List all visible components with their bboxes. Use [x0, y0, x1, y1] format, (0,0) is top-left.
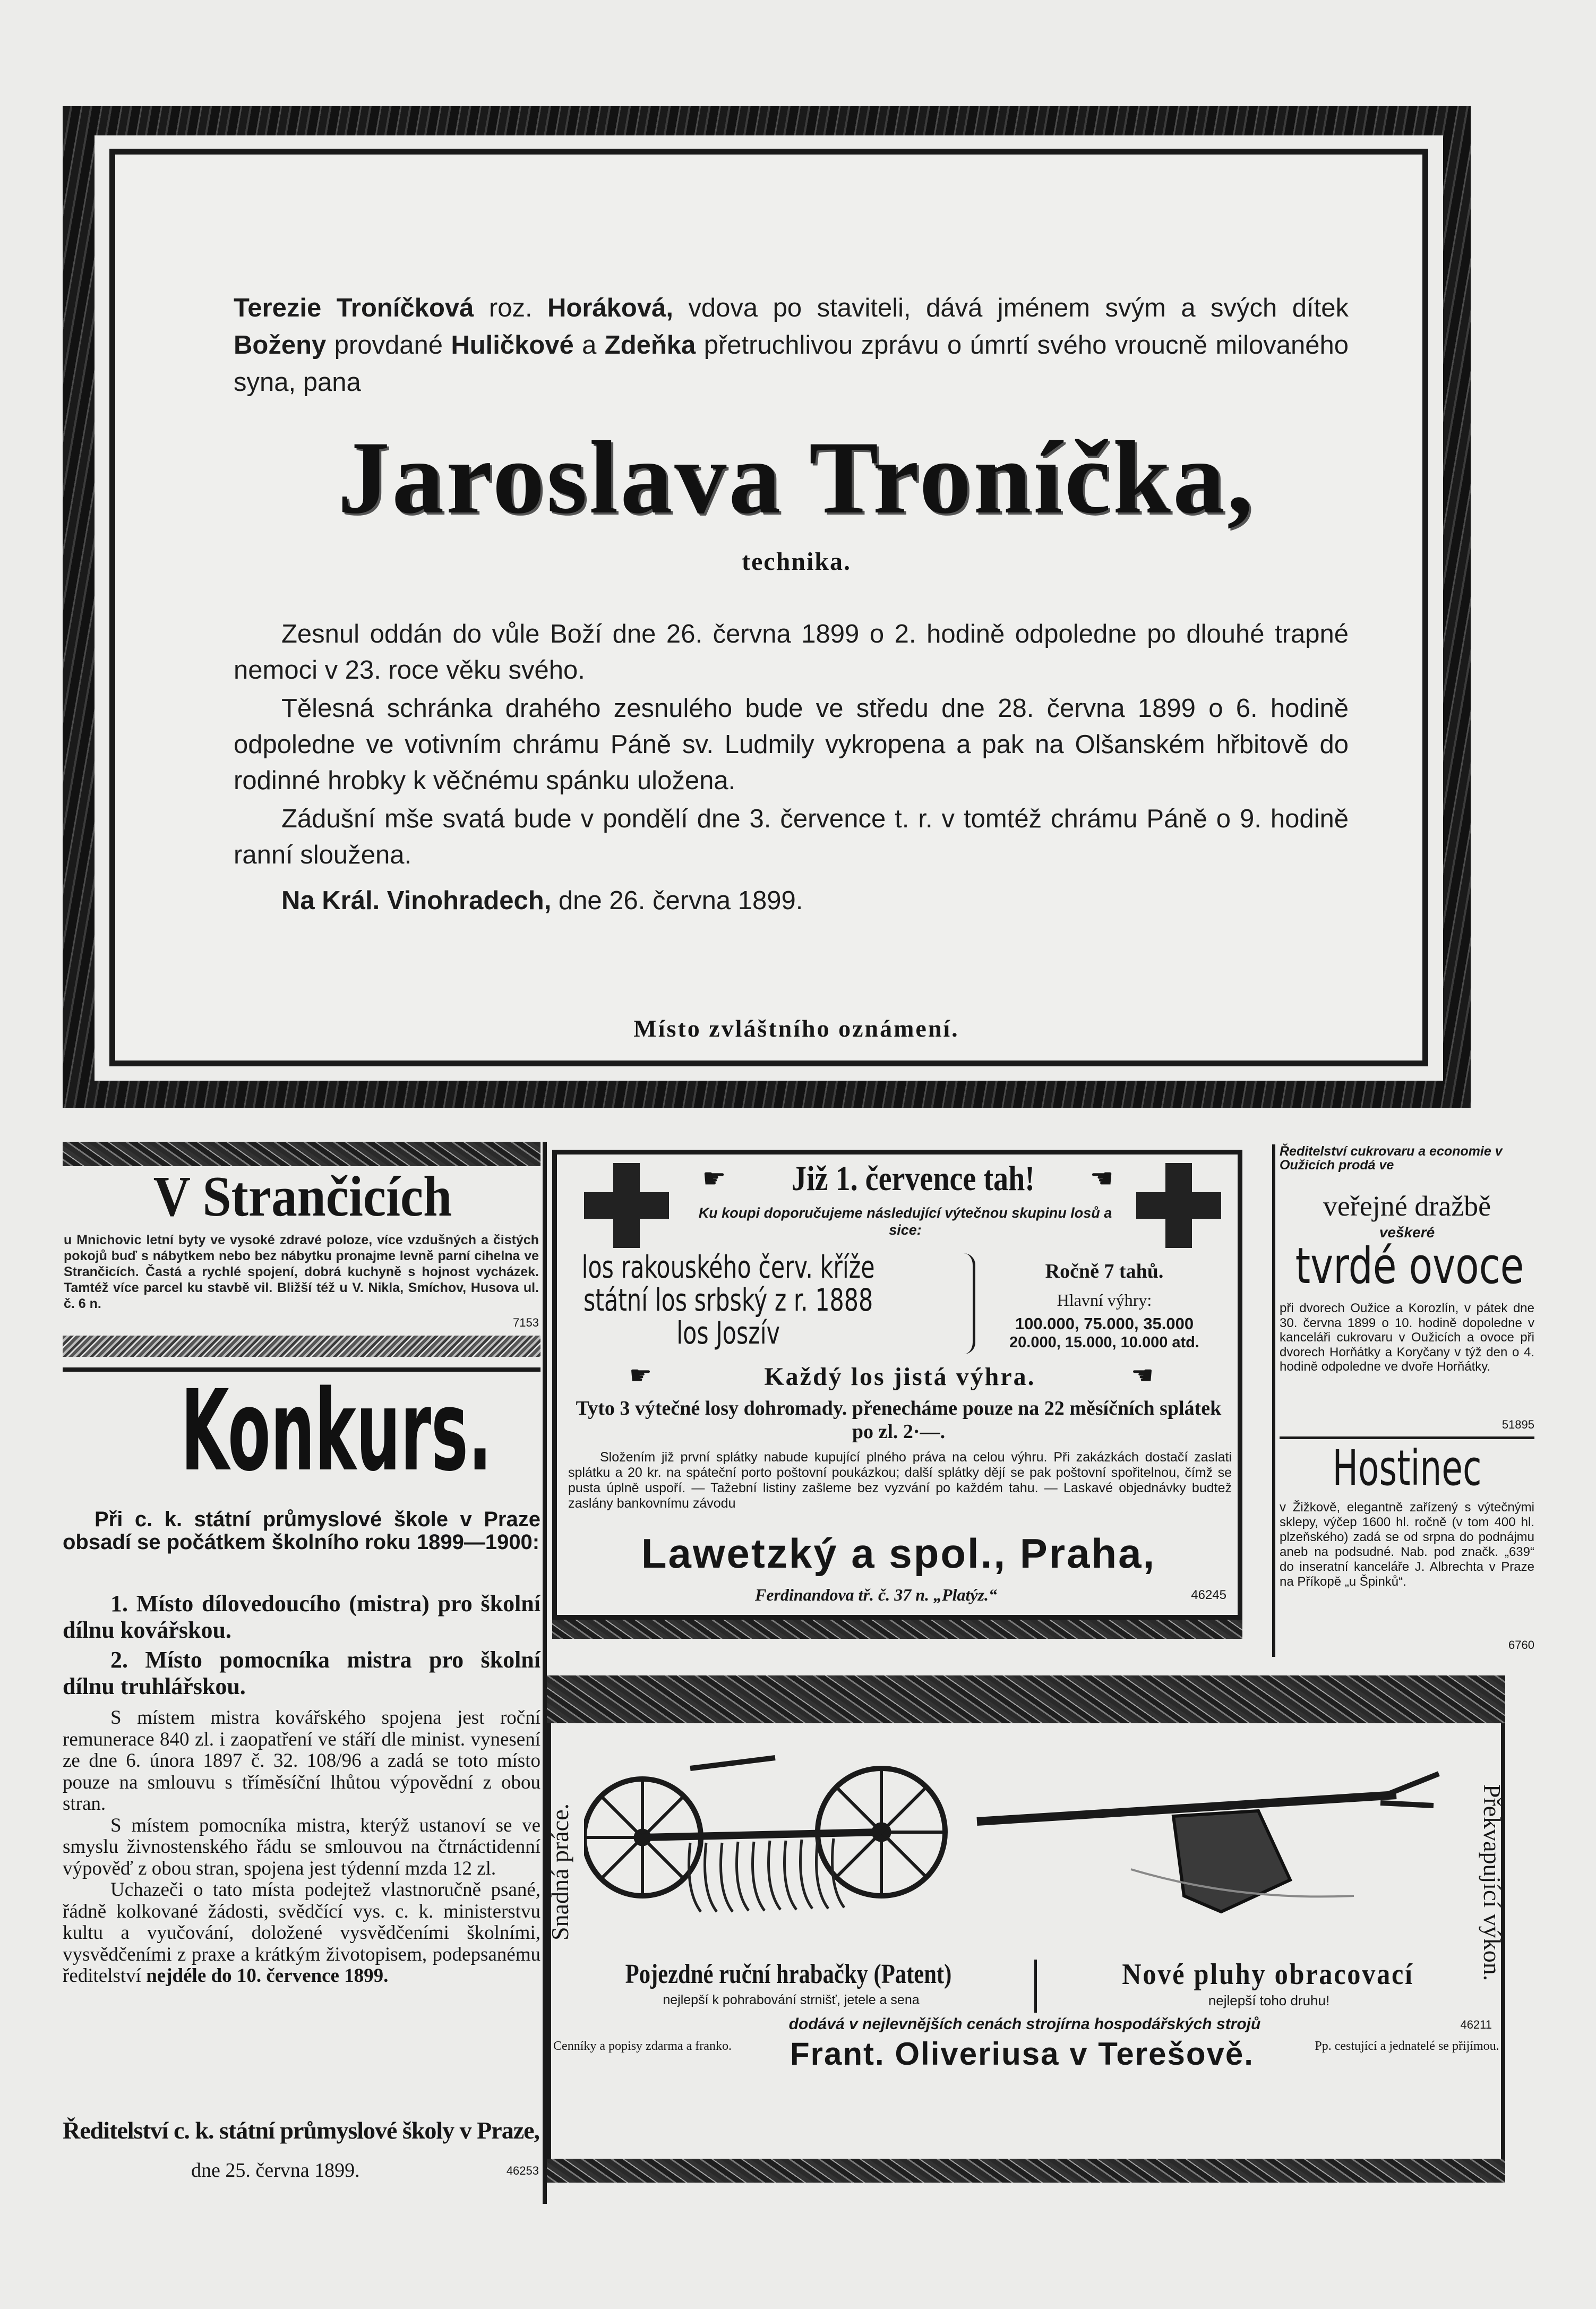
obituary-para-death: Zesnul oddán do vůle Boží dne 26. června 1899 o 2. hodině odpoledne po dlouhé trapné nemoci v 23. roce věku svého. — [234, 620, 1349, 685]
lottery-prizes-line1: 100.000, 75.000, 35.000 — [1015, 1314, 1194, 1333]
lottery-offer: Tyto 3 výtečné losy dohromady. přenecháme pouze na 22 měsíčních splátek po zl. 2·—. — [576, 1397, 1222, 1443]
lottery-lots — [563, 1251, 894, 1349]
pointing-hand-left-icon: ☛ — [702, 1163, 726, 1194]
obituary-para-funeral: Tělesná schránka drahého zesnulého bude ve středu dne 28. června 1899 o 6. hodině odpoledne ve votivním chrámu Páně sv. Ludmily vykropena a pak na Olšanském hřbitově do rodinné hrobky k věčnému spánku uložena. — [234, 694, 1349, 795]
machines-code: 46211 — [1460, 2018, 1492, 2031]
lottery-fine-print: Složením již první splátky nabude kupující plného práva na celou výhru. Při zakázkách dostačí zaslati splátku a 20 kr. na spáteční porto poštovní poukázkou; další splátky dějí se pak poštovní spořitelnou, čímž se pusta úplně uspoří. — Tažební listiny zašleme bez vyzvání po každém tahu. — Laskavé objednávky budtež zaslány bankovnímu závodu — [568, 1450, 1232, 1511]
lottery-subhead: Ku koupi doporučujeme následující výtečnou skupinu losů a sice: — [698, 1205, 1112, 1238]
machines-catalog: Cenníky a popisy zdarma a franko. — [553, 2039, 732, 2053]
hand-each-right-icon: ☚ — [1131, 1361, 1154, 1390]
obituary-inner-rule — [109, 149, 1428, 1066]
lottery-code: 46245 — [1191, 1588, 1226, 1602]
maiden-name: Horáková, — [547, 294, 673, 322]
sugar-code: 51895 — [1501, 1418, 1534, 1431]
rake-title: Pojezdné ruční hrabačky (Patent) — [625, 1959, 952, 1989]
konkurs-para-applicants: Uchazeči o tato místa podejtež vlastnoručně psané, řádně kolkované žádosti, svědčící vys. c. k. ministerstvu kultu a vyučování, doložené vysvědčeními školními, vysvědčeními z praxe a krátkým životopisem, podepsanému ředitelství nejdéle do 10. července 1899. — [63, 1879, 540, 1987]
machines-supplier: dodává v nejlevnějších cenách strojírna hospodářských strojů — [788, 2015, 1261, 2033]
konkurs-intro: Při c. k. státní průmyslové škole v Praze obsadí se počátkem školního roku 1899—1900: — [63, 1508, 540, 1554]
plough-title: Nové pluhy obracovací — [1122, 1958, 1414, 1991]
plough-subtitle: nejlepší toho druhu! — [1208, 1992, 1330, 2008]
hostinec-body: v Žižkově, elegantně zařízený s výtečnými sklepy, výčep 1600 hl. ročně (v tom 400 hl. plzeňského) zadá se od srpna do podnájmu aneb na podsudné. Nab. pod značk. „639“ do inseratní kanceláře J. Albrechta v Praze na Příkopě „u Špinků“. — [1280, 1500, 1534, 1589]
machines-firm: Frant. Oliveriusa v Terešově. — [790, 2036, 1254, 2072]
lottery-draws: Ročně 7 tahů. — [1045, 1260, 1164, 1282]
obituary-notice: Místo zvláštního oznámení. — [633, 1015, 959, 1042]
pointing-hand-right-icon: ☚ — [1089, 1163, 1114, 1194]
red-cross-right-icon — [1136, 1163, 1221, 1248]
mother-name: Terezie Troníčková — [234, 294, 474, 322]
konkurs-code: 46253 — [506, 2164, 539, 2177]
machines-mid-divider — [1034, 1960, 1037, 2013]
konkurs-deadline: nejdéle do 10. července 1899. — [146, 1965, 389, 1987]
sugar-title1: veřejné dražbě — [1323, 1190, 1491, 1222]
machines-right-vertical: Překvapující výkon. — [1479, 1784, 1506, 1981]
lottery-address: Ferdinandova tř. č. 37 n. „Platýz.“ — [754, 1585, 997, 1604]
strancice-title: V Strančicích — [153, 1165, 452, 1228]
konkurs-para-assistant: S místem pomocníka mistra, kterýž ustanoví se ve smyslu živnostenského řádu se smlouvou na čtrnáctidenní výpověď z obou stran, spojena jest týdenní mzda 12 zl. — [63, 1814, 540, 1879]
lot-serbian: státní los srbský z r. 1888 — [583, 1282, 873, 1318]
deceased-name: Jaroslava Troníčka, — [338, 420, 1255, 535]
konkurs-positions — [63, 1590, 540, 1700]
lottery-bottom-border — [552, 1620, 1242, 1639]
strancice-top-border — [63, 1142, 540, 1166]
plough-illustration — [972, 1763, 1449, 1933]
machines-top-border — [547, 1675, 1505, 1723]
konkurs-item-carpenter: 2. Místo pomocníka mistra pro školní dílnu truhlářskou. — [63, 1647, 540, 1699]
sugar-title2: veškeré — [1379, 1224, 1435, 1241]
obituary-body — [234, 616, 1349, 919]
strancice-code: 7153 — [513, 1316, 539, 1329]
lottery-firm: Lawetzký a spol., Praha, — [641, 1530, 1156, 1577]
obituary-place: Na Král. Vinohradech, — [281, 886, 552, 915]
konkurs-signature: Ředitelství c. k. státní průmyslové školy v Praze, — [63, 2117, 540, 2144]
plough-share — [1173, 1811, 1290, 1912]
lot-red-cross: los rakouského červ. kříže — [581, 1249, 875, 1285]
lottery-prizes-label: Hlavní výhry: — [1057, 1290, 1152, 1310]
machines-agents: Pp. cestující a jednatelé se přijímou. — [1315, 2039, 1499, 2053]
hostinec-title: Hostinec — [1332, 1440, 1482, 1496]
lot-joszív: los Joszív — [676, 1315, 780, 1351]
strancice-body: u Mnichovic letní byty ve vysoké zdravé poloze, více vzdušných a čistých pokojů buď s nábytkem nebo bez nábytku pronajme levně parní cihelna ve Strančicích. Častá a rychlé spojení, dobrá kuchyně s hojnost vycházek. Tamtéž více parcel ku stavbě vil. Bližší též u V. Nikla, Smíchov, Husova ul. č. 6 n. — [64, 1233, 539, 1311]
lottery-each-wins: Každý los jistá výhra. — [764, 1363, 1036, 1391]
rake-subtitle: nejlepší k pohrabování strnišť, jetele a sena — [663, 1992, 920, 2007]
obituary-place-date: Na Král. Vinohradech, dne 26. června 1899. — [281, 886, 803, 915]
right-column-divider — [1272, 1144, 1275, 1657]
obituary-para-mass: Zádušní mše svatá bude v pondělí dne 3. července t. r. v tomtéž chrámu Páně o 9. hodině ranní sloužena. — [234, 805, 1349, 869]
konkurs-para-smith: S místem mistra kovářského spojena jest roční remunerace 840 zl. i zaopatření ve stáří dle minist. vynesení ze dne 6. února 1897 č. 32. 108/96 a zadá se toto místo pouze na smlouvu s tříměsíční lhůtou výpovědní z obou stran. — [63, 1707, 540, 1815]
lottery-brace — [964, 1253, 975, 1354]
red-cross-left-icon — [584, 1163, 669, 1248]
strancice-bottom-border — [63, 1336, 540, 1357]
hand-each-left-icon: ☛ — [629, 1361, 653, 1390]
konkurs-item-smith: 1. Místo dílovedoucího (mistra) pro školní dílnu kovářskou. — [63, 1590, 540, 1643]
konkurs-title: Konkurs. — [181, 1366, 492, 1496]
hostinec-code: 6760 — [1508, 1638, 1534, 1652]
konkurs-details — [63, 1707, 540, 1987]
lottery-headline: Již 1. července tah! — [792, 1159, 1035, 1198]
obituary-intro: Terezie Troníčková roz. Horáková, vdova po staviteli, dává jménem svým a svých dítek Boženy provdané Huličkové a Zdeňka přetruchlivou zprávu o úmrtí svého vroucně milovaného syna, pana — [234, 294, 1349, 397]
lottery-prizes-line2: 20.000, 15.000, 10.000 atd. — [1009, 1334, 1199, 1351]
machines-left-vertical: Snadná práce. — [546, 1803, 573, 1940]
column-divider — [543, 1142, 547, 2204]
hay-rake-illustration — [584, 1737, 956, 1938]
sugar-title3: tvrdé ovoce — [1295, 1237, 1524, 1295]
deceased-occupation: technika. — [741, 548, 851, 576]
sugar-body: při dvorech Oužice a Korozlín, v pátek dne 30. června 1899 o 10. hodině dopoledne v kanceláři cukrovaru v Oužicích a ovoce při dvorech Horňátky a Koryčany v týž den o 4. hodině odpoledne ve dvoře Horňátky. — [1280, 1301, 1534, 1374]
konkurs-sign-date: dne 25. června 1899. — [191, 2159, 360, 2182]
sugar-head: Ředitelství cukrovaru a economie v Oužicích prodá ve — [1280, 1144, 1503, 1173]
machines-bottom-border — [547, 2159, 1505, 2183]
